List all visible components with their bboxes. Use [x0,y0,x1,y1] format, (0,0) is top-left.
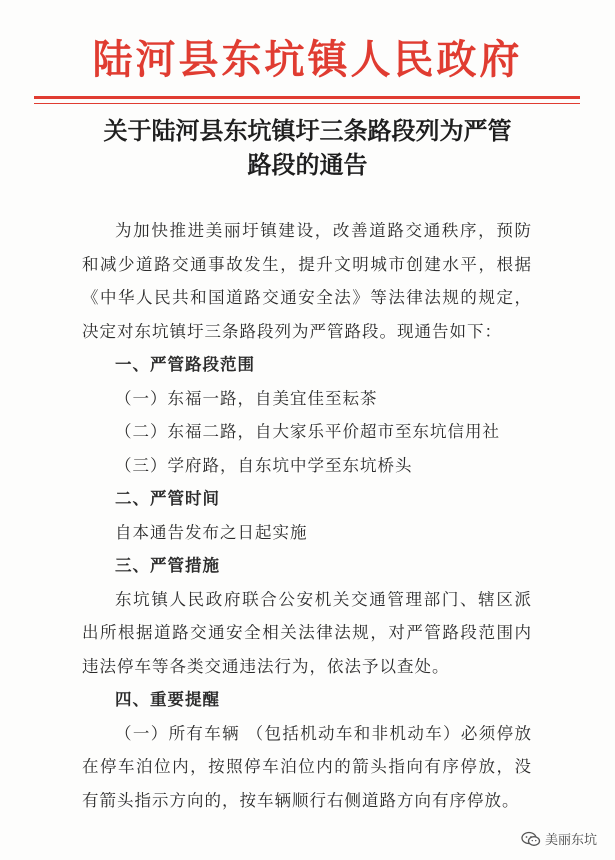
document-title-line-1: 关于陆河县东坑镇圩三条路段列为严管 [103,116,512,145]
wechat-icon [521,831,541,847]
scope-item-3: （三）学府路，自东坑中学至东坑桥头 [115,455,413,475]
section-heading-scope: 一、严管路段范围 [115,355,255,374]
scope-item-2: （二）东福二路，自大家乐平价超市至东坑信用社 [115,422,500,441]
header-rule-thin [34,103,580,104]
section-heading-measures: 三、严管措施 [115,556,220,575]
header-rule-thick [34,96,580,99]
intro-paragraph: 为加快推进美丽圩镇建设，改善道路交通秩序，预防和减少道路交通事故发生，提升文明城市创建水平，根据《中华人民共和国道路交通安全法》等法律法规的规定，决定对东坑镇圩三条路段列为严管路段。现通告如下： [82,221,532,341]
watermark-label: 美丽东坑 [544,833,597,848]
org-header-title: 陆河县东坑镇人民政府 [92,36,523,83]
section-heading-reminders: 四、重要提醒 [115,690,220,709]
reminders-paragraph: （一）所有车辆 （包括机动车和非机动车）必须停放在停车泊位内，按照停车泊位内的箭头指向有序停放，没有箭头指示方向的，按车辆顺行右侧道路方向有序停放。 [82,723,532,810]
time-text: 自本通告发布之日起实施 [115,522,308,542]
section-heading-time: 二、严管时间 [115,489,220,508]
document-title [40,114,575,182]
document-body [82,214,532,817]
document-title-line-2: 路段的通告 [247,150,368,179]
measures-paragraph: 东坑镇人民政府联合公安机关交通管理部门、辖区派出所根据道路交通安全相关法律法规，对严管路段范围内违法停车等各类交通违法行为，依法予以查处。 [82,589,532,676]
scope-item-1: （一）东福一路，自美宜佳至耘茶 [115,388,378,408]
source-watermark [521,829,597,848]
